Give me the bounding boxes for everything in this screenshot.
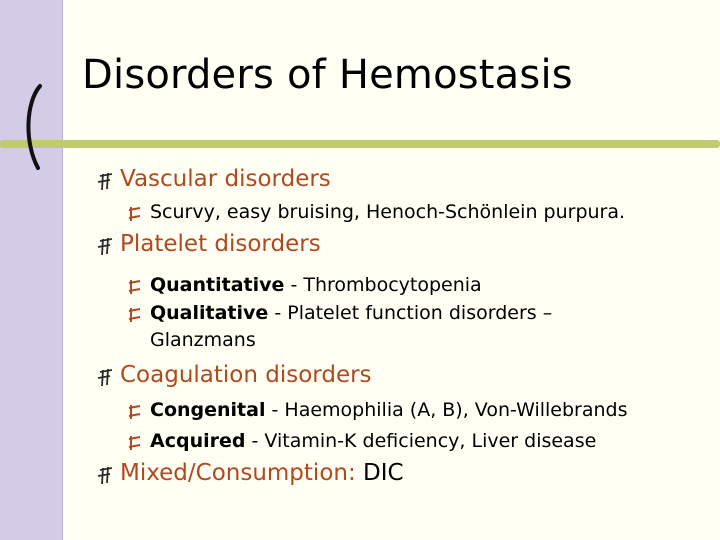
list-item: Congenital - Haemophilia (A, B), Von-Willebrands bbox=[150, 399, 628, 421]
pin-bullet-icon bbox=[127, 206, 141, 222]
pin-bullet-icon bbox=[96, 466, 114, 486]
pin-bullet-icon bbox=[96, 172, 114, 192]
pin-bullet-icon bbox=[96, 368, 114, 388]
list-item: Acquired - Vitamin-K deficiency, Liver disease bbox=[150, 430, 597, 452]
section-heading-mixed-tail: DIC bbox=[363, 460, 404, 486]
pin-bullet-icon bbox=[127, 307, 141, 323]
slide-title: Disorders of Hemostasis bbox=[82, 52, 573, 98]
section-heading-mixed bbox=[120, 460, 404, 486]
pin-bullet-icon bbox=[127, 279, 141, 295]
section-heading-platelet: Platelet disorders bbox=[120, 231, 321, 257]
list-item: Quantitative - Thrombocytopenia bbox=[150, 274, 482, 296]
list-item-continuation: Glanzmans bbox=[150, 329, 256, 351]
pin-bullet-icon bbox=[96, 237, 114, 257]
section-heading-mixed-label: Mixed/Consumption: bbox=[120, 460, 356, 486]
section-heading-vascular: Vascular disorders bbox=[120, 166, 331, 192]
pin-bullet-icon bbox=[127, 404, 141, 420]
list-item: Qualitative - Platelet function disorders – bbox=[150, 302, 553, 324]
section-heading-coagulation: Coagulation disorders bbox=[120, 362, 372, 388]
pin-bullet-icon bbox=[127, 435, 141, 451]
list-item: Scurvy, easy bruising, Henoch-Schönlein purpura. bbox=[150, 201, 626, 223]
